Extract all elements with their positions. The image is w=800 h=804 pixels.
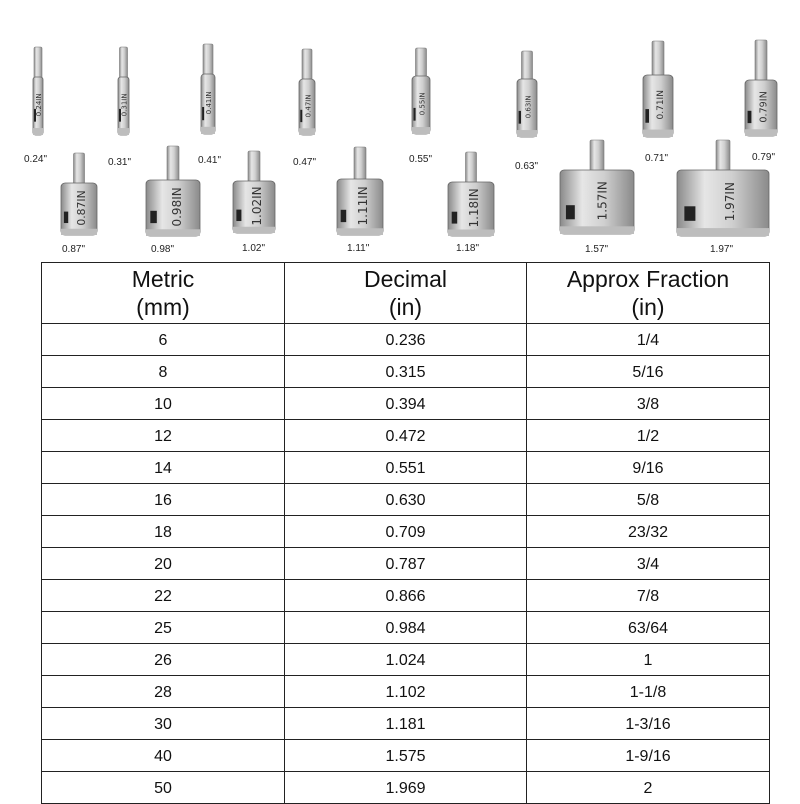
drill-shank	[74, 153, 85, 187]
header-fraction-line1: Approx Fraction	[566, 266, 730, 292]
drill-shank	[34, 47, 42, 81]
table-header-row	[42, 263, 770, 324]
drill-engraving: 0.71IN	[655, 90, 666, 120]
table-row	[42, 612, 770, 644]
drill-diamond-band	[745, 129, 777, 136]
metric-cell: 26	[42, 644, 285, 676]
drill-size-caption: 0.79"	[752, 152, 776, 163]
drill-bit-icon	[201, 44, 215, 134]
drill-diamond-band	[61, 229, 97, 235]
drill-size-caption: 0.98"	[151, 244, 175, 255]
drill-diamond-band	[299, 128, 315, 135]
drill-shank	[416, 48, 427, 80]
drill-diamond-band	[560, 226, 634, 234]
drill-bit-icon	[299, 49, 315, 135]
metric-cell: 30	[42, 708, 285, 740]
drill-slot	[452, 212, 458, 224]
fraction-cell: 1	[527, 644, 770, 676]
decimal-cell: 0.984	[285, 612, 527, 644]
drill-slot	[236, 210, 241, 221]
drill-bit-icon	[118, 47, 129, 135]
metric-cell: 16	[42, 484, 285, 516]
drill-engraving: 0.98IN	[169, 187, 184, 227]
drill-slot	[566, 205, 575, 219]
decimal-cell: 0.866	[285, 580, 527, 612]
drill-size-caption: 0.87"	[62, 244, 86, 255]
drill-diamond-band	[146, 229, 200, 236]
drill-diamond-band	[643, 130, 673, 137]
drill-slot	[64, 212, 68, 223]
drill-shank	[203, 44, 213, 78]
drill-bit-icon	[233, 151, 275, 233]
drill-bit-12	[448, 152, 494, 236]
table-row	[42, 388, 770, 420]
fraction-cell: 9/16	[527, 452, 770, 484]
table-row	[42, 420, 770, 452]
table-body	[42, 324, 770, 804]
metric-cell: 40	[42, 740, 285, 772]
table-row	[42, 484, 770, 516]
decimal-cell: 1.024	[285, 644, 527, 676]
drill-diamond-band	[448, 230, 494, 236]
drill-slot	[519, 111, 521, 124]
fraction-cell: 3/8	[527, 388, 770, 420]
drill-bit-4	[412, 48, 430, 134]
drill-bit-icon	[677, 140, 769, 236]
drill-engraving: 1.02IN	[249, 186, 264, 226]
drill-diamond-band	[337, 228, 383, 235]
drill-engraving: 0.87IN	[74, 190, 88, 226]
decimal-cell: 1.575	[285, 740, 527, 772]
drill-engraving: 0.24IN	[34, 93, 43, 117]
metric-cell: 22	[42, 580, 285, 612]
decimal-cell: 0.472	[285, 420, 527, 452]
drill-size-caption: 1.02"	[242, 243, 266, 254]
metric-cell: 10	[42, 388, 285, 420]
drill-engraving: 1.97IN	[722, 182, 737, 222]
drill-size-caption: 1.11"	[347, 243, 370, 254]
drill-size-caption: 0.63"	[515, 161, 539, 172]
drill-bit-icon	[412, 48, 430, 134]
fraction-cell: 7/8	[527, 580, 770, 612]
decimal-cell: 1.181	[285, 708, 527, 740]
size-conversion-table	[41, 262, 770, 804]
fraction-cell: 1-3/16	[527, 708, 770, 740]
metric-cell: 50	[42, 772, 285, 804]
drill-bit-icon	[517, 51, 537, 137]
drill-bit-icon	[61, 153, 97, 235]
table-row	[42, 324, 770, 356]
fraction-cell: 1-1/8	[527, 676, 770, 708]
metric-cell: 8	[42, 356, 285, 388]
table-row	[42, 356, 770, 388]
drill-engraving: 0.55IN	[418, 92, 427, 116]
drill-shank	[354, 147, 366, 183]
drill-slot	[413, 108, 415, 121]
drill-slot	[645, 109, 649, 123]
decimal-cell: 1.969	[285, 772, 527, 804]
header-metric-line1: Metric	[131, 266, 195, 292]
drill-shank	[466, 152, 477, 186]
decimal-cell: 0.394	[285, 388, 527, 420]
table-row	[42, 548, 770, 580]
fraction-cell: 3/4	[527, 548, 770, 580]
drill-shank	[167, 146, 179, 184]
drill-slot	[150, 211, 156, 223]
drill-diamond-band	[233, 227, 275, 233]
drill-engraving: 1.18IN	[467, 188, 482, 228]
header-metric	[42, 263, 285, 324]
drill-slot	[202, 107, 204, 120]
fraction-cell: 2	[527, 772, 770, 804]
header-decimal-line1: Decimal	[363, 266, 448, 292]
decimal-cell: 1.102	[285, 676, 527, 708]
drill-bit-icon	[745, 40, 777, 136]
metric-cell: 20	[42, 548, 285, 580]
drill-bit-icon	[560, 140, 634, 234]
drill-diamond-band	[201, 127, 215, 134]
metric-cell: 12	[42, 420, 285, 452]
drill-shank	[248, 151, 260, 185]
header-fraction	[527, 263, 770, 324]
drill-size-caption: 0.41"	[198, 155, 222, 166]
drill-diamond-band	[517, 130, 537, 137]
header-fraction-line2: (in)	[631, 294, 665, 320]
drill-diamond-band	[412, 127, 430, 134]
drill-engraving: 0.31IN	[120, 93, 129, 117]
decimal-cell: 0.236	[285, 324, 527, 356]
header-metric-line2: (mm)	[136, 294, 190, 320]
drill-size-caption: 0.71"	[645, 153, 669, 164]
metric-cell: 25	[42, 612, 285, 644]
drill-slot	[341, 210, 347, 222]
drill-shank	[755, 40, 767, 84]
metric-cell: 6	[42, 324, 285, 356]
drill-shank	[652, 41, 664, 79]
drill-bit-8	[61, 153, 97, 235]
table-row	[42, 516, 770, 548]
drill-size-caption: 1.57"	[585, 244, 609, 255]
drill-slot	[748, 111, 752, 123]
drill-shank	[716, 140, 730, 174]
drill-size-caption: 1.18"	[456, 243, 480, 254]
drill-diamond-band	[33, 128, 43, 135]
drill-bit-14	[677, 140, 769, 236]
drill-bit-icon	[146, 146, 200, 236]
drill-engraving: 0.79IN	[758, 91, 770, 123]
drill-engraving: 0.47IN	[304, 94, 313, 118]
drill-bit-icon	[337, 147, 383, 235]
fraction-cell: 1-9/16	[527, 740, 770, 772]
drill-bit-2	[201, 44, 215, 134]
table-row	[42, 708, 770, 740]
drill-bit-icon	[33, 47, 43, 135]
drill-slot	[300, 110, 302, 122]
drill-shank	[302, 49, 312, 83]
fraction-cell: 1/4	[527, 324, 770, 356]
metric-cell: 28	[42, 676, 285, 708]
fraction-cell: 63/64	[527, 612, 770, 644]
table-row	[42, 676, 770, 708]
table-row	[42, 580, 770, 612]
drill-engraving: 0.63IN	[524, 95, 533, 119]
metric-cell: 18	[42, 516, 285, 548]
decimal-cell: 0.709	[285, 516, 527, 548]
drill-engraving: 0.41IN	[205, 91, 214, 115]
fraction-cell: 5/16	[527, 356, 770, 388]
drill-bit-5	[517, 51, 537, 137]
decimal-cell: 0.787	[285, 548, 527, 580]
drill-size-caption: 1.97"	[710, 244, 734, 255]
fraction-cell: 1/2	[527, 420, 770, 452]
drill-bit-3	[299, 49, 315, 135]
drill-slot	[684, 206, 695, 221]
drill-bit-icon	[643, 41, 673, 137]
drill-shank	[590, 140, 604, 174]
drill-bit-6	[643, 41, 673, 137]
drill-bit-9	[146, 146, 200, 236]
drill-engraving: 1.11IN	[356, 186, 371, 226]
table-row	[42, 772, 770, 804]
table-row	[42, 452, 770, 484]
drill-diamond-band	[677, 228, 769, 236]
drill-size-caption: 0.24"	[24, 154, 48, 165]
fraction-cell: 23/32	[527, 516, 770, 548]
drill-shank	[120, 47, 128, 81]
drill-size-caption: 0.47"	[293, 157, 317, 168]
decimal-cell: 0.551	[285, 452, 527, 484]
table-row	[42, 644, 770, 676]
drill-size-caption: 0.55"	[409, 154, 433, 165]
drill-bit-11	[337, 147, 383, 235]
decimal-cell: 0.630	[285, 484, 527, 516]
drill-bit-1	[118, 47, 129, 135]
decimal-cell: 0.315	[285, 356, 527, 388]
drill-bit-10	[233, 151, 275, 233]
metric-cell: 14	[42, 452, 285, 484]
drill-bit-0	[33, 47, 43, 135]
drill-bit-icon	[448, 152, 494, 236]
drill-bit-illustrations	[0, 0, 800, 262]
drill-bit-13	[560, 140, 634, 234]
header-decimal-line2: (in)	[388, 294, 423, 320]
drill-size-caption: 0.31"	[108, 157, 132, 168]
drill-shank	[522, 51, 533, 83]
drill-bit-7	[745, 40, 777, 136]
table-row	[42, 740, 770, 772]
fraction-cell: 5/8	[527, 484, 770, 516]
drill-diamond-band	[118, 128, 129, 135]
drill-engraving: 1.57IN	[595, 181, 610, 221]
header-decimal	[285, 263, 527, 324]
